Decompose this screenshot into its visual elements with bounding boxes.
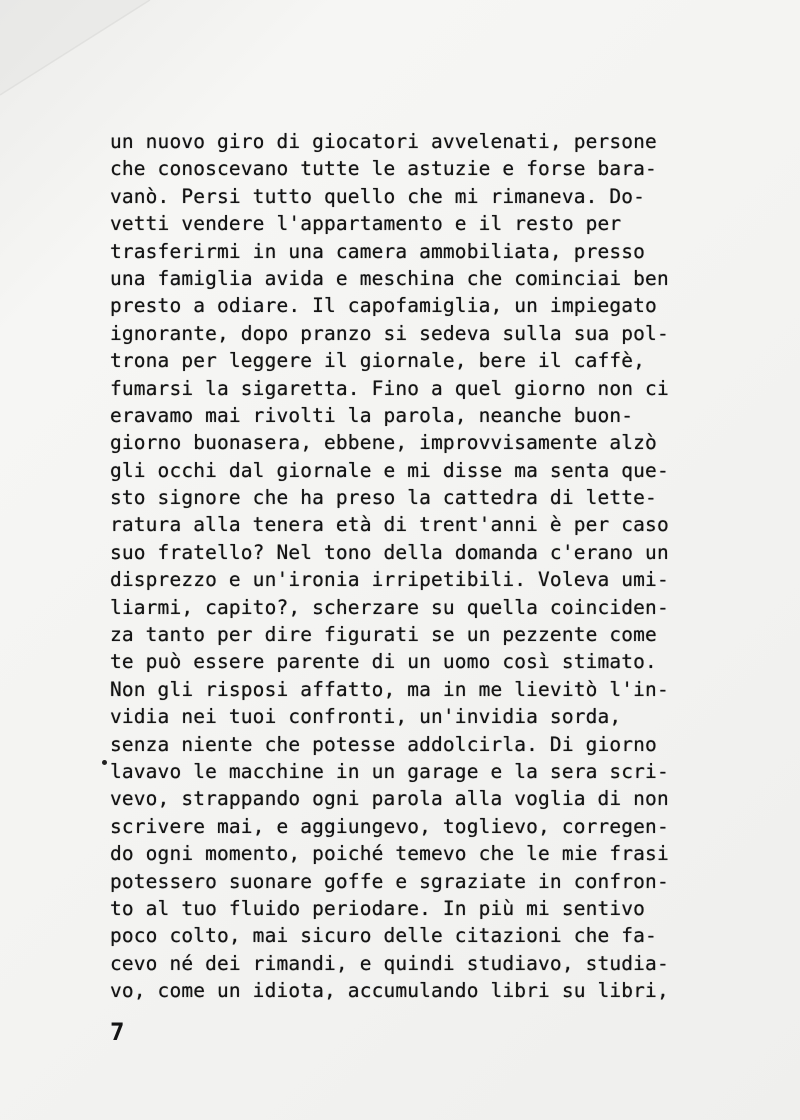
text-line: te può essere parente di un uomo così stimato. (110, 650, 657, 674)
text-line: una famiglia avida e meschina che cominciai ben (110, 266, 669, 290)
text-line: senza niente che potesse addolcirla. Di giorno (110, 732, 657, 756)
text-line: Non gli risposi affatto, ma in me lievitò l'in- (110, 677, 669, 701)
text-line: lavavo le macchine in un garage e la sera scri- (110, 759, 669, 783)
text-line: presto a odiare. Il capofamiglia, un impiegato (110, 294, 657, 318)
text-line: cevo né dei rimandi, e quindi studiavo, studia- (110, 951, 669, 975)
text-line: un nuovo giro di giocatori avvelenati, persone (110, 130, 657, 153)
text-line: gli occhi dal giornale e mi disse ma senta que- (110, 458, 669, 482)
text-line: potessero suonare goffe e sgraziate in confron- (110, 869, 669, 893)
text-line: scrivere mai, e aggiungevo, toglievo, corregen- (110, 814, 669, 838)
text-line: do ogni momento, poiché temevo che le mie frasi (110, 842, 669, 866)
text-line: vo, come un idiota, accumulando libri su libri, (110, 979, 669, 1003)
text-line: eravamo mai rivolti la parola, neanche buon- (110, 403, 634, 427)
text-line: to al tuo fluido periodare. In più mi sentivo (110, 896, 646, 920)
text-line: vetti vendere l'appartamento e il resto per (110, 212, 622, 236)
text-line: ratura alla tenera età di trent'anni è per caso (110, 513, 669, 537)
text-line: vanò. Persi tutto quello che mi rimaneva. Do- (110, 184, 646, 208)
text-line: liarmi, capito?, scherzare su quella coinciden- (110, 595, 669, 619)
text-line: disprezzo e un'ironia irripetibili. Voleva umi- (110, 568, 669, 592)
text-line: trasferirmi in una camera ammobiliata, presso (110, 239, 646, 263)
text-line: fumarsi la sigaretta. Fino a quel giorno non ci (110, 376, 669, 400)
text-line: sto signore che ha preso la cattedra di lette- (110, 486, 657, 510)
page-number: 7 (110, 1018, 125, 1046)
text-line: vidia nei tuoi confronti, un'invidia sorda, (110, 705, 622, 729)
text-line: ignorante, dopo pranzo si sedeva sulla sua pol- (110, 321, 669, 345)
text-line: suo fratello? Nel tono della domanda c'erano un (110, 540, 669, 564)
ink-mark (102, 760, 107, 765)
text-line: giorno buonasera, ebbene, improvvisamente alzò (110, 431, 657, 455)
text-line: vevo, strappando ogni parola alla voglia di non (110, 787, 669, 811)
text-line: trona per leggere il giornale, bere il caffè, (110, 349, 646, 373)
text-line: za tanto per dire figurati se un pezzente come (110, 623, 657, 647)
text-line: poco colto, mai sicuro delle citazioni che fa- (110, 924, 657, 948)
body-text (110, 128, 750, 1005)
text-line: che conoscevano tutte le astuzie e forse bara- (110, 157, 657, 181)
